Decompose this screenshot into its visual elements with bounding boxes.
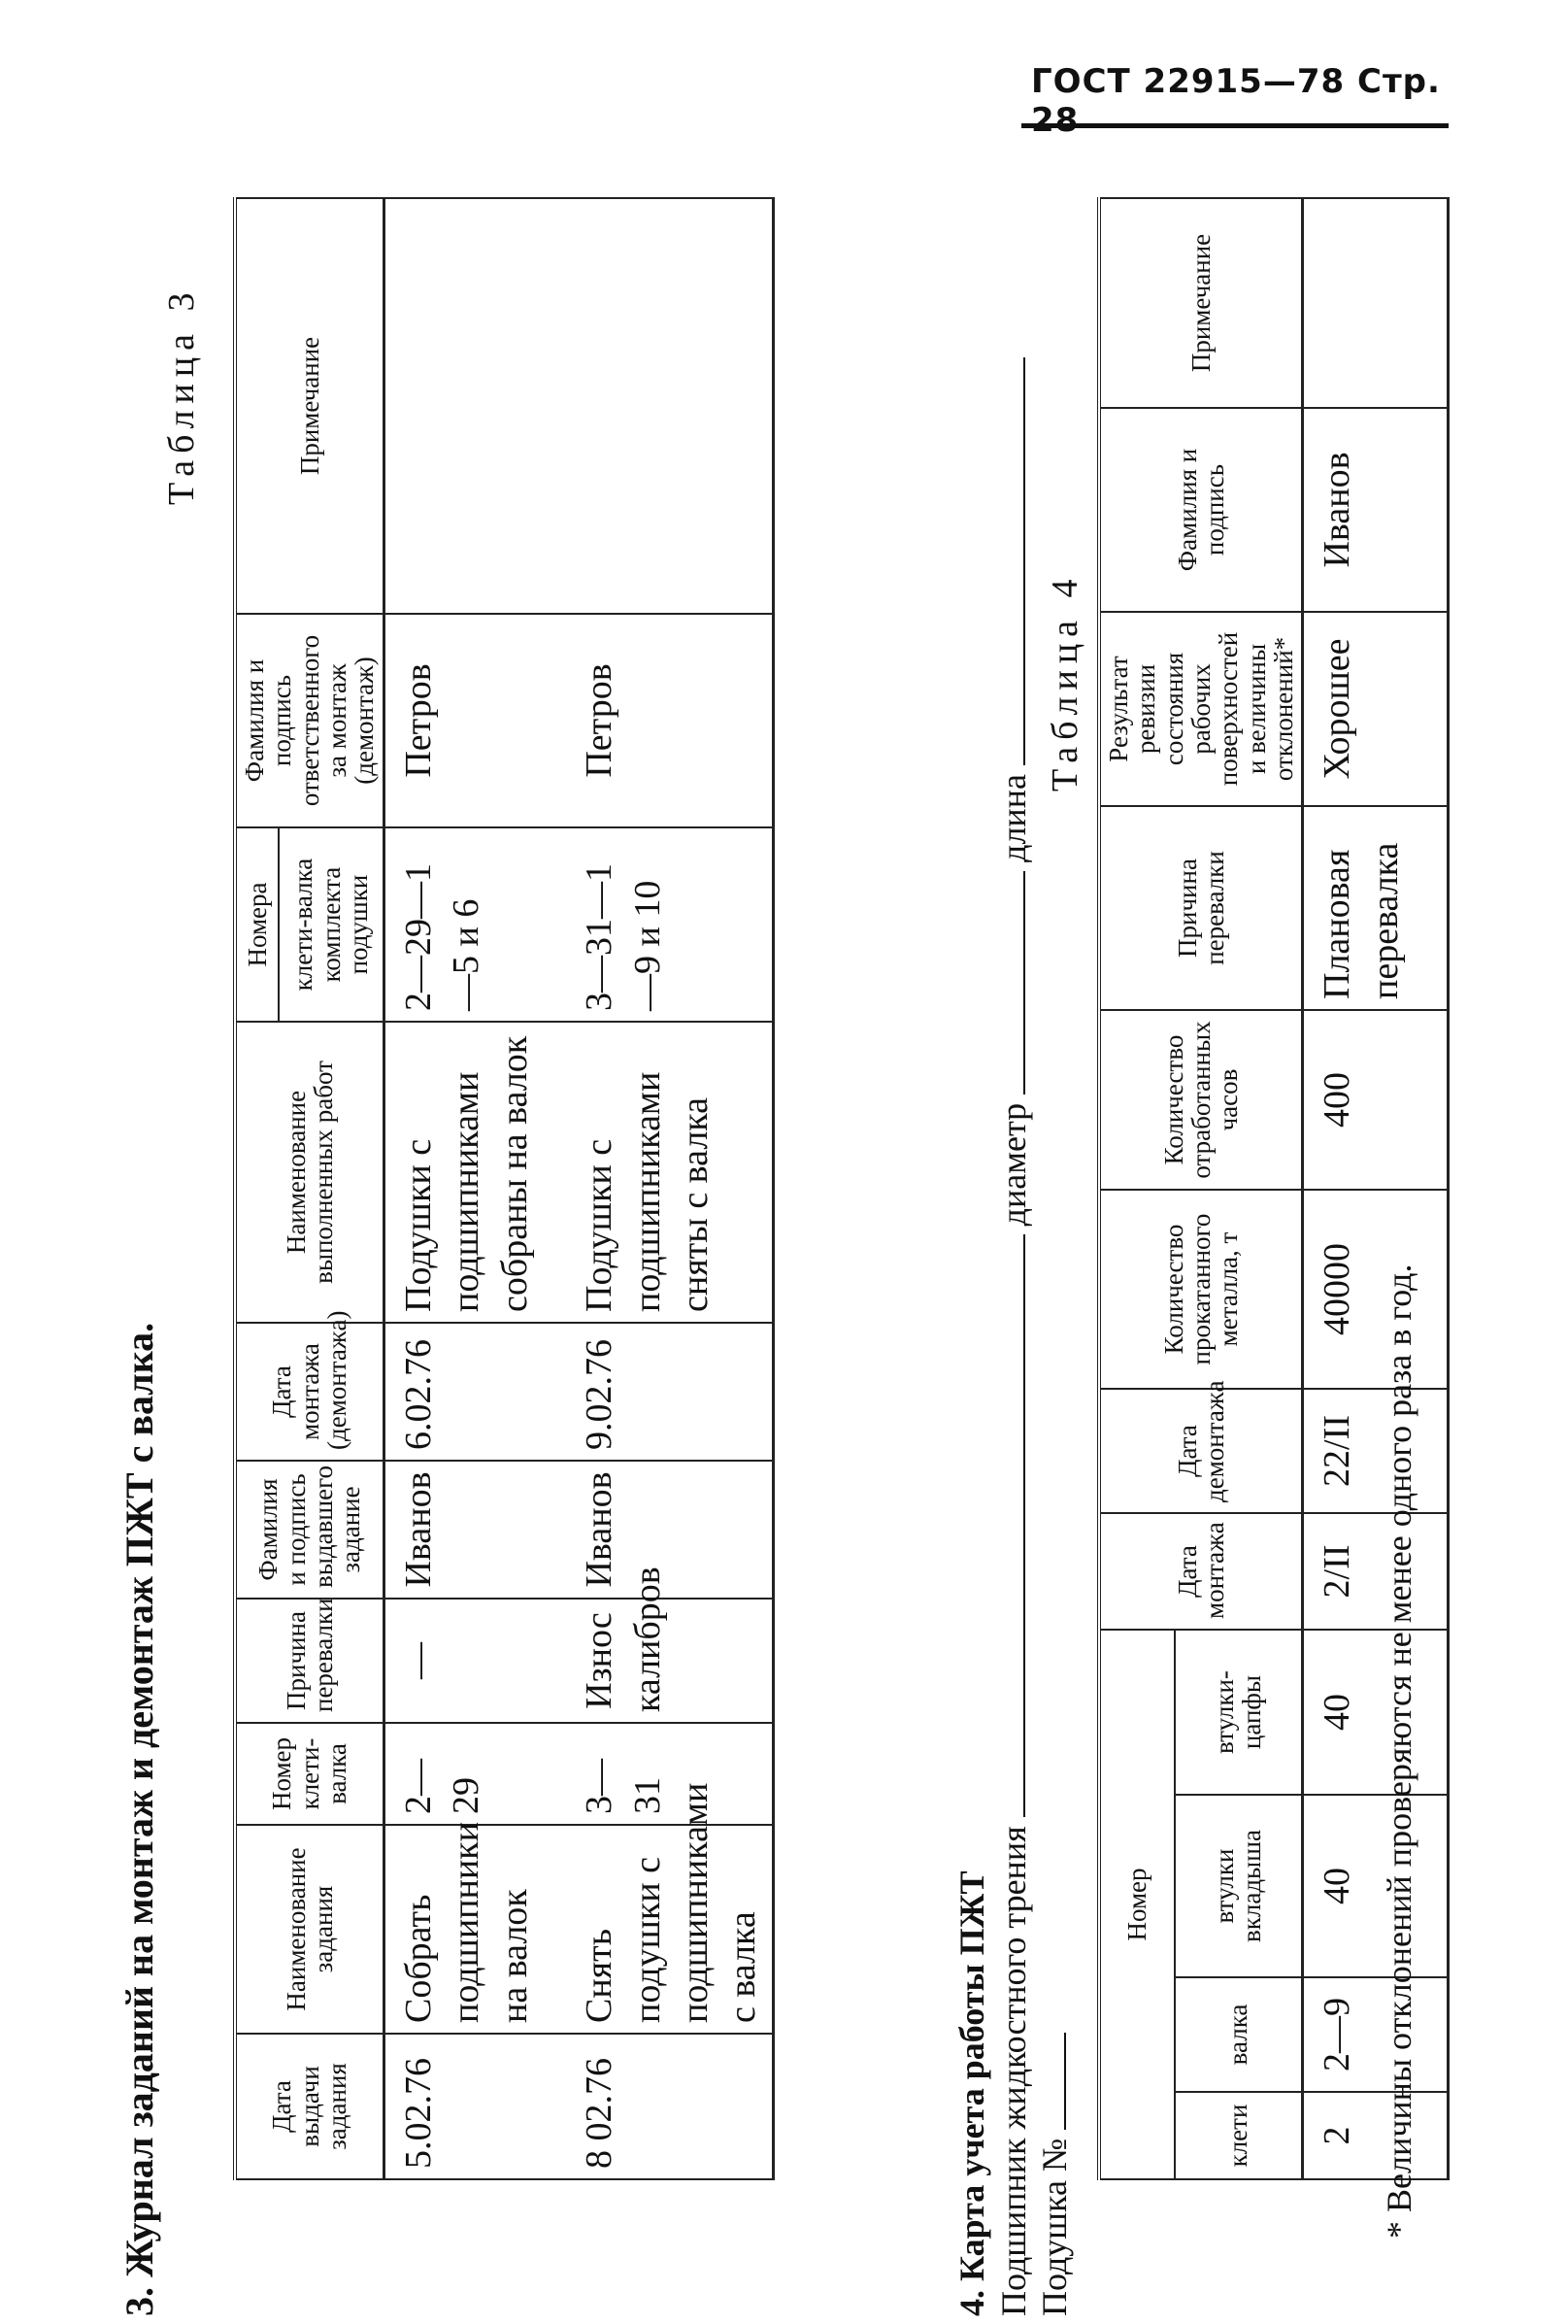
blank-field bbox=[992, 1234, 1025, 1817]
cell-reason: Плановая перевалка bbox=[1303, 806, 1449, 1010]
section-3-title: 3. Журнал заданий на монтаж и демонтаж ПЖТ с валка. bbox=[117, 1322, 161, 2316]
cushion-line bbox=[1033, 2033, 1075, 2316]
cell-mount-date: 2/II bbox=[1303, 1513, 1449, 1630]
table-3-caption: Таблица 3 bbox=[161, 286, 202, 505]
table-row bbox=[384, 198, 566, 2179]
page-header-text: ГОСТ 22915—78 Стр. 28 bbox=[1031, 62, 1441, 140]
header-rule bbox=[1021, 123, 1449, 128]
col-roll: валка bbox=[1175, 1977, 1303, 2092]
col-journal-sleeve: втулки-цапфы bbox=[1175, 1630, 1303, 1795]
cell-numbers: 2—29—1 —5 и 6 bbox=[384, 827, 566, 1022]
cell-hours: 400 bbox=[1303, 1010, 1449, 1190]
bearing-label: Подшипник жидкостного трения bbox=[994, 1826, 1033, 2316]
cell-responsible: Петров bbox=[384, 614, 566, 827]
cell-regrind-reason: — bbox=[384, 1599, 566, 1723]
col-liner-sleeve: втулки вкладыша bbox=[1175, 1795, 1303, 1977]
col-reason: Причина перевалки bbox=[1099, 806, 1303, 1010]
cell-mount-date: 6.02.76 bbox=[384, 1323, 566, 1461]
cell-task-name: Собрать подшипники на валок bbox=[384, 1825, 566, 2034]
diameter-label: диаметр bbox=[994, 1102, 1033, 1227]
cell-stand: 2 bbox=[1303, 2092, 1449, 2179]
cell-note bbox=[1303, 198, 1449, 408]
col-rolled-metal: Количество прокатанного металла, т bbox=[1099, 1190, 1303, 1389]
col-number-group: Номер bbox=[1099, 1630, 1175, 2179]
cell-date-issue: 8 02.76 bbox=[566, 2034, 773, 2179]
col-numbers-group: Номера bbox=[235, 827, 279, 1022]
cell-date-issue: 5.02.76 bbox=[384, 2034, 566, 2179]
blank-field bbox=[992, 357, 1025, 765]
col-stand-roll-no: Номер клети-валка bbox=[235, 1723, 384, 1825]
footnote: * Величины отклонений проверяются не менее одного раза в год. bbox=[1380, 1263, 1418, 2239]
cell-journal-sleeve: 40 bbox=[1303, 1630, 1449, 1795]
col-hours: Количество отработанных часов bbox=[1099, 1010, 1303, 1190]
blank-field bbox=[992, 871, 1025, 1095]
cell-numbers: 3—31—1 —9 и 10 bbox=[566, 827, 773, 1022]
col-task-name: Наименование задания bbox=[235, 1825, 384, 2034]
col-result: Результат ревизии состояния рабочих поверхностей и величины отклонений* bbox=[1099, 612, 1303, 806]
table-row bbox=[566, 198, 773, 2179]
cell-work-done: Подушки с подшипниками собраны на валок bbox=[384, 1022, 566, 1323]
col-date-issue: Дата выдачи задания bbox=[235, 2034, 384, 2179]
col-responsible: Фамилия и подпись ответственного за монтаж (демонтаж) bbox=[235, 614, 384, 827]
cell-mount-date: 9.02.76 bbox=[566, 1323, 773, 1461]
page-header bbox=[1021, 60, 1449, 140]
cell-task-name: Снять подушки с подшипниками с валка bbox=[566, 1825, 773, 2034]
col-work-done: Наименование выполненных работ bbox=[235, 1022, 384, 1323]
cell-signature: Иванов bbox=[1303, 408, 1449, 612]
col-signature: Фамилия и подпись bbox=[1099, 408, 1303, 612]
cell-regrind-reason: Износ калибров bbox=[566, 1599, 773, 1723]
col-issuer: Фамилия и подпись выдавшего задание bbox=[235, 1461, 384, 1599]
col-mount-date: Дата монтажа bbox=[1099, 1513, 1303, 1630]
cell-roll: 2—9 bbox=[1303, 1977, 1449, 2092]
cell-dismount-date: 22/II bbox=[1303, 1389, 1449, 1513]
cell-responsible: Петров bbox=[566, 614, 773, 827]
cell-issuer: Иванов bbox=[566, 1461, 773, 1599]
col-dismount-date: Дата демонтажа bbox=[1099, 1389, 1303, 1513]
table-4-caption: Таблица 4 bbox=[1045, 572, 1085, 792]
col-numbers-sub: клети-валка комплекта подушки bbox=[279, 827, 384, 1022]
col-note: Примечание bbox=[1099, 198, 1303, 408]
table-row bbox=[1303, 198, 1449, 2179]
col-mount-date: Дата монтажа (демонтажа) bbox=[235, 1323, 384, 1461]
bearing-line bbox=[992, 357, 1034, 2316]
rotated-page-body bbox=[78, 180, 1456, 2316]
cell-note bbox=[384, 198, 566, 614]
cell-result: Хорошее bbox=[1303, 612, 1449, 806]
cell-stand-roll-no: 3—31 bbox=[566, 1723, 773, 1825]
cell-work-done: Подушки с подшипниками сняты с валка bbox=[566, 1022, 773, 1323]
cell-issuer: Иванов bbox=[384, 1461, 566, 1599]
section-4-title: 4. Карта учета работы ПЖТ bbox=[952, 1870, 991, 2316]
cell-liner-sleeve: 40 bbox=[1303, 1795, 1449, 1977]
blank-field bbox=[1033, 2033, 1066, 2130]
cell-note bbox=[566, 198, 773, 614]
col-regrind-reason: Причина перевалки bbox=[235, 1599, 384, 1723]
cell-stand-roll-no: 2—29 bbox=[384, 1723, 566, 1825]
col-note: Примечание bbox=[235, 198, 384, 614]
cushion-label: Подушка № bbox=[1035, 2138, 1074, 2316]
table-3 bbox=[233, 197, 775, 2180]
cell-rolled-metal: 40000 bbox=[1303, 1190, 1449, 1389]
length-label: длина bbox=[994, 774, 1033, 862]
col-stand: клети bbox=[1175, 2092, 1303, 2179]
